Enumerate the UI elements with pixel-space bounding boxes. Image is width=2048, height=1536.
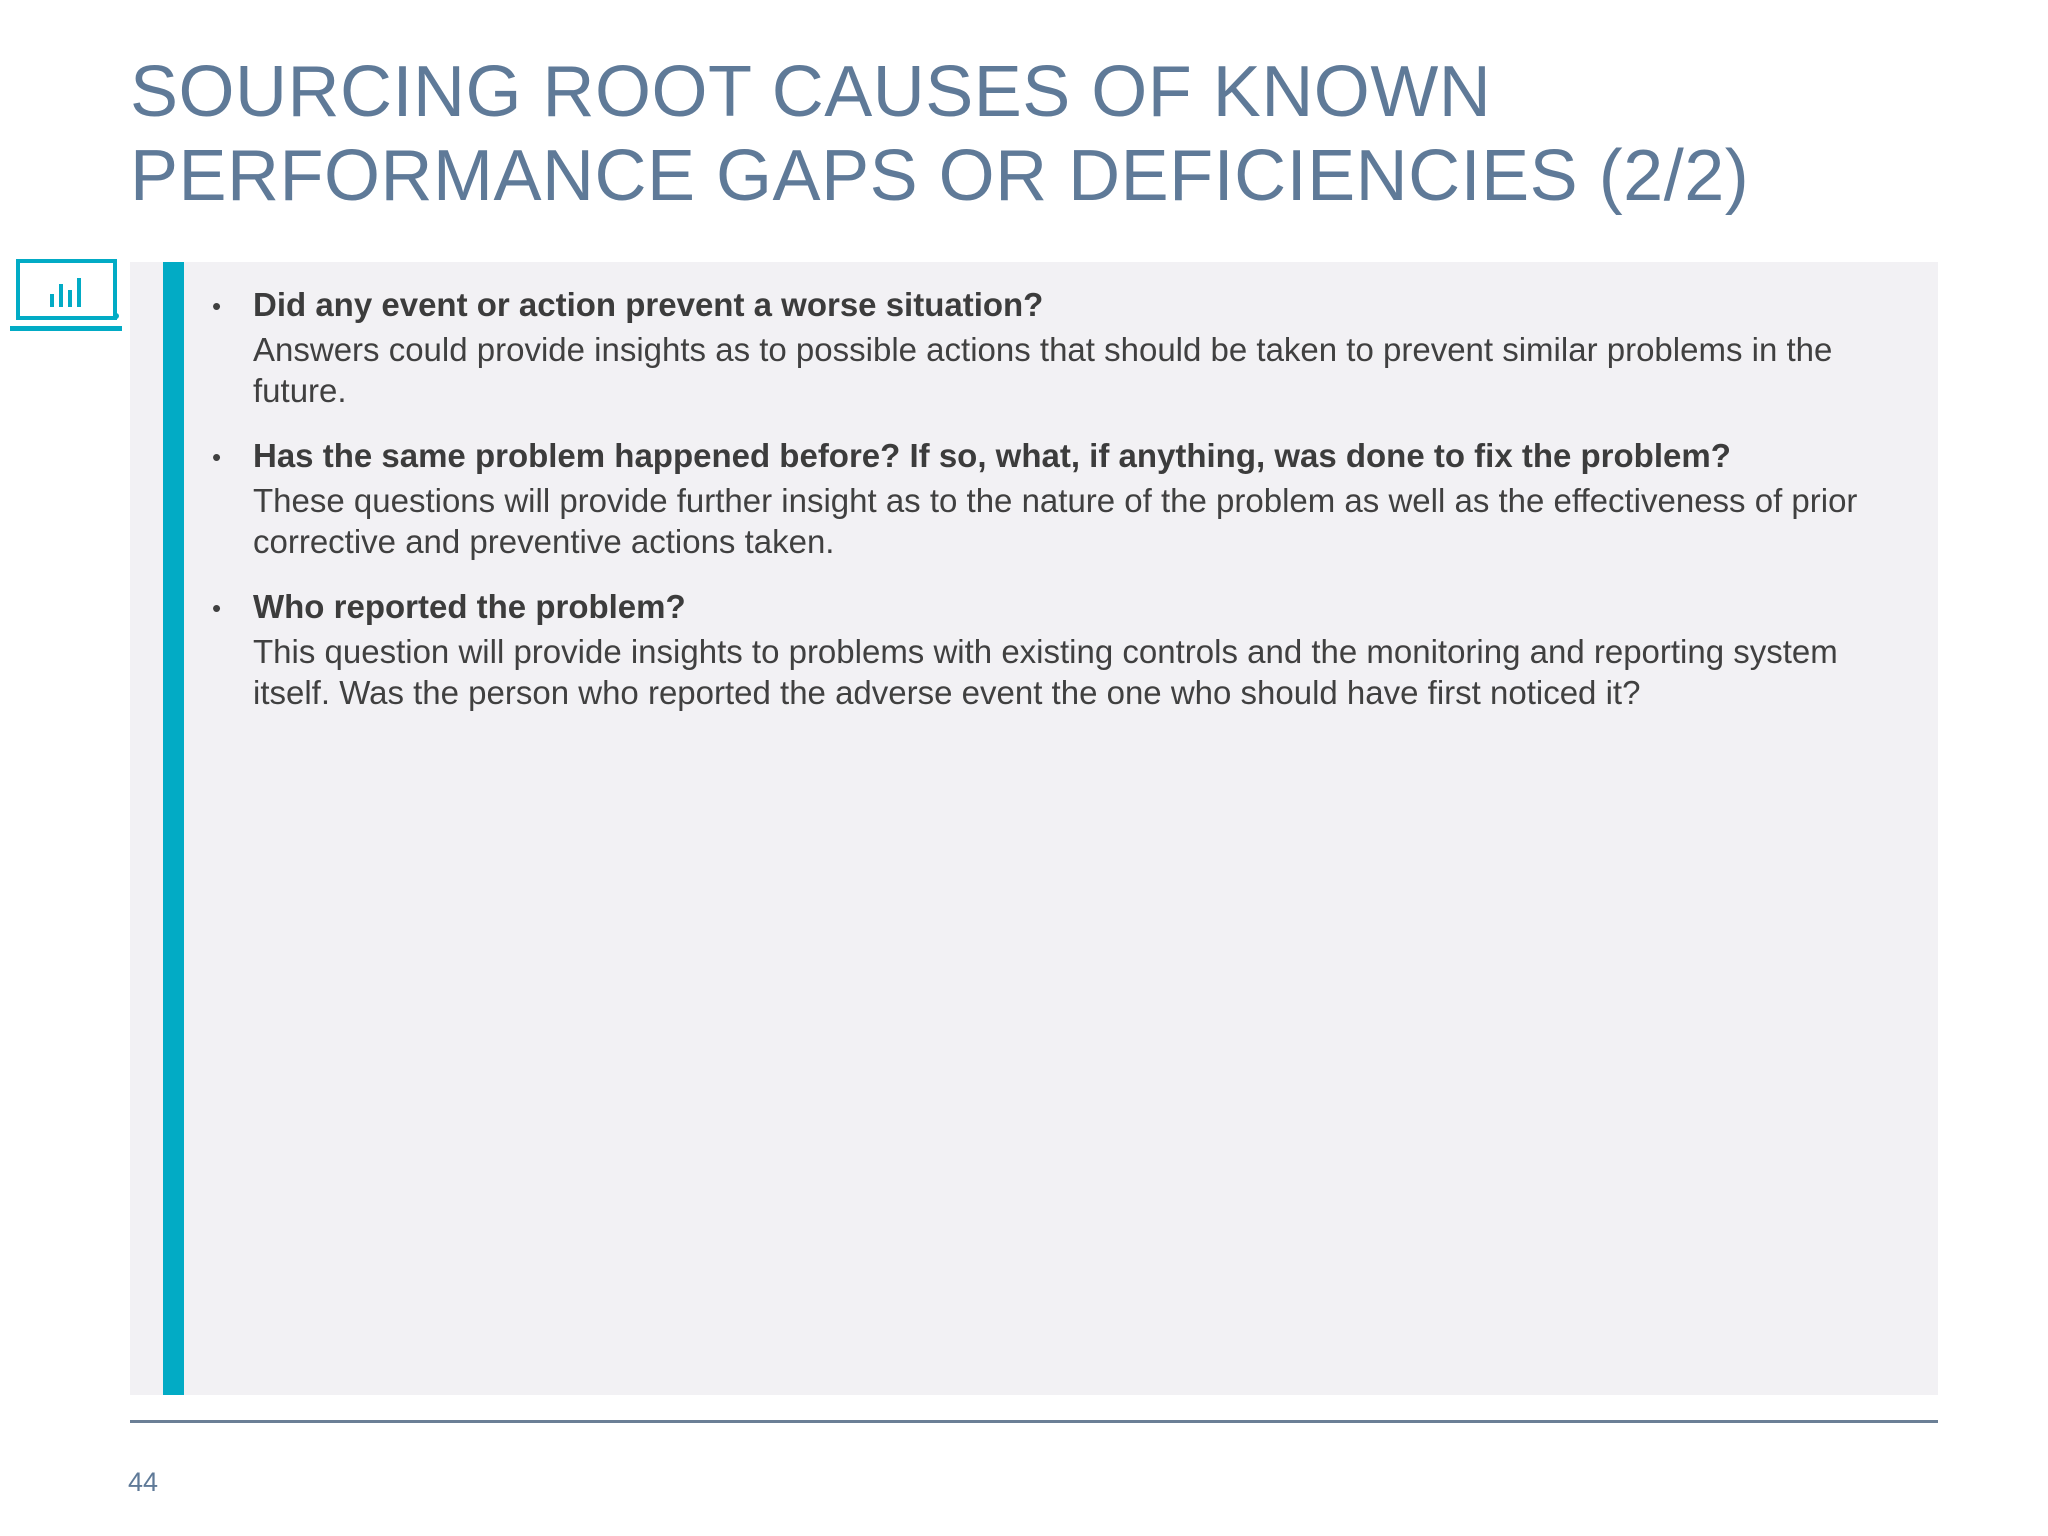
bullet-heading: Who reported the problem? bbox=[253, 588, 686, 625]
bullet-marker: • bbox=[212, 593, 222, 623]
bullet-body: Answers could provide insights as to possible actions that should be taken to prevent similar problems in the future. bbox=[253, 331, 1833, 409]
laptop-chart-icon bbox=[10, 258, 122, 340]
footer-divider bbox=[130, 1420, 1938, 1423]
bullet-body: These questions will provide further insight as to the nature of the problem as well as the effectiveness of prior corrective and preventive actions taken. bbox=[253, 482, 1858, 560]
accent-bar bbox=[163, 262, 184, 1395]
page-number: 44 bbox=[128, 1467, 159, 1497]
slide-title bbox=[130, 50, 1930, 218]
bullet-heading: Did any event or action prevent a worse situation? bbox=[253, 286, 1044, 323]
bullet-marker: • bbox=[212, 442, 222, 472]
slide-title-line-1: SOURCING ROOT CAUSES OF KNOWN bbox=[130, 52, 1492, 132]
bullet-heading: Has the same problem happened before? If so, what, if anything, was done to fix the problem? bbox=[253, 437, 1731, 474]
slide-title-line-2: PERFORMANCE GAPS OR DEFICIENCIES (2/2) bbox=[130, 136, 1750, 216]
bullet-list bbox=[200, 282, 1920, 735]
bullet-item bbox=[200, 584, 1920, 713]
bullet-item bbox=[200, 433, 1920, 562]
bullet-item bbox=[200, 282, 1920, 411]
bullet-marker: • bbox=[212, 291, 222, 321]
bullet-body: This question will provide insights to problems with existing controls and the monitoring and reporting system itself. Was the person who reported the adverse event the one who should have first noticed it? bbox=[253, 633, 1838, 711]
